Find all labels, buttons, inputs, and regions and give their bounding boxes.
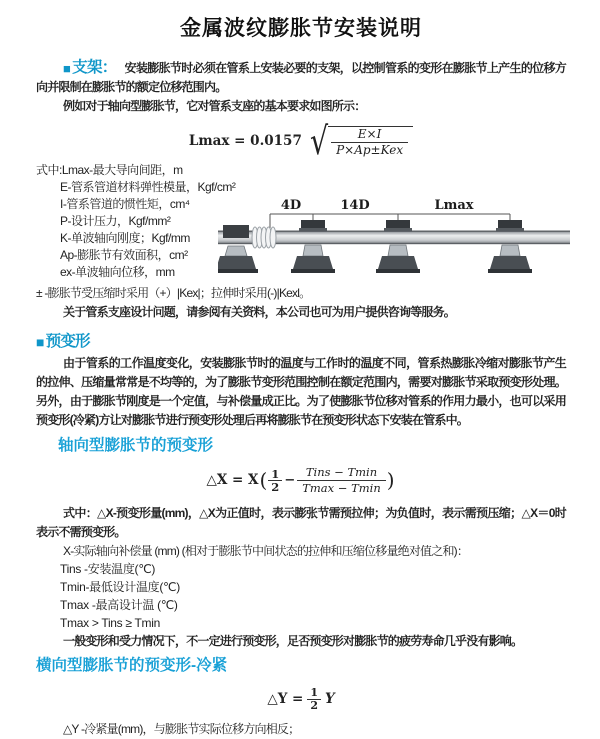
dim-label-lmax: Lmax xyxy=(434,198,474,213)
preform-heading-text: 预变形 xyxy=(45,333,90,350)
temp-line: Tins -安装温度(℃) xyxy=(60,562,156,576)
x-definition-line: X-实际轴向补偿量 (mm) (相对于膨胀节中间状态的拉伸和压缩位移量绝对值之和)： xyxy=(63,544,469,558)
half-fraction xyxy=(307,687,321,712)
definitions-and-diagram xyxy=(36,162,566,284)
axial-explanation: 式中：△X-预变形量(mm)，△X为正值时，表示膨张节需预拉伸；为负值时，表示需预压缩；△X＝0时表示不需预变形。 xyxy=(36,506,566,539)
definition-line: K-单波轴向刚度；Kgf/mm xyxy=(60,231,190,245)
guide-support xyxy=(291,220,335,273)
formula-rhs: Y xyxy=(325,691,335,707)
axial-subheading: 轴向型膨胀节的预变形 xyxy=(58,437,214,454)
temp-line: Tmax -最高设计温 (℃) xyxy=(60,598,178,612)
plus-minus-note: ± -膨胀节受压缩时采用（+）|Kex|；拉伸时采用(-)|Kexl。 xyxy=(36,286,311,300)
preform-section-heading xyxy=(36,332,566,352)
temperature-definitions xyxy=(36,560,566,632)
page-title: 金属波纹膨胀节安装说明 xyxy=(180,17,422,40)
section-square-icon: ■ xyxy=(63,61,71,76)
fraction-numerator: E×I xyxy=(357,126,382,141)
formula-lhs: △X = X xyxy=(206,472,259,488)
close-paren: ) xyxy=(386,468,395,492)
fraction-denominator: Tmax − Tmin xyxy=(297,480,386,495)
radicand xyxy=(328,126,413,157)
dim-label-14d: 14D xyxy=(340,198,370,213)
temp-line: Tmax > Tins ≥ Tmin xyxy=(60,616,160,630)
formula-lhs: Lmax = 0.0157 xyxy=(188,133,302,149)
lateral-subheading: 横向型膨胀节的预变形-冷紧 xyxy=(36,657,228,674)
definition-line: E-管系管道材料弹性模量，Kgf/cm² xyxy=(60,180,236,194)
fraction-numerator: 1 xyxy=(310,685,319,699)
fraction-denominator: 2 xyxy=(268,480,282,493)
definition-line: P-设计压力，Kgf/mm² xyxy=(60,214,171,228)
guide-support xyxy=(488,220,532,273)
definition-line: ex-单波轴向位移，mm xyxy=(60,265,175,279)
definition-line: Ap-膨胀节有效面积，cm² xyxy=(60,248,188,262)
fraction-denominator: P×Ap±Kex xyxy=(331,142,408,157)
lateral-preform-formula xyxy=(36,684,566,714)
dim-label-4d: 4D xyxy=(280,198,302,213)
guide-support xyxy=(376,220,420,273)
bellows xyxy=(252,227,276,248)
service-note: 关于管系支座设计问题，请参阅有关资料，本公司也可为用户提供咨询等服务。 xyxy=(63,305,456,319)
support-intro-paragraph xyxy=(36,58,566,97)
lmax-formula xyxy=(36,119,566,163)
preform-paragraph: 由于管系的工作温度变化，安装膨胀节时的温度与工作时的温度不同，管系热膨胀冷缩对膨胀节产生的拉伸、压缩量常常是不均等的，为了膨胀节变形范围控制在额定范围内，需要对膨胀节采取预变形处理。另外，由于膨胀节刚度是一个定值，与补偿量成正比。为了使膨胀节位移对管系的作用力最小，也可以采用预变形(冷紧)方让对膨胀节进行预变形处理后再将膨胀节在预变形状态下安装在管系中。 xyxy=(36,356,566,427)
minus-operator: − xyxy=(284,472,296,488)
section-square-icon: ■ xyxy=(36,334,44,350)
open-paren: ( xyxy=(259,468,268,492)
definition-line: I-管系管道的惯性矩，cm⁴ xyxy=(60,197,190,211)
support-intro-text: 安装膨胀节时必须在管系上安装必要的支架，以控制管系的变形在膨胀节上产生的位移方向并限制在膨胀节的额定位移范围内。 xyxy=(36,61,566,94)
fraction-denominator: 2 xyxy=(307,699,321,712)
axial-preform-formula xyxy=(36,462,566,498)
pipe-support-diagram xyxy=(218,194,570,286)
axial-note: 一般变形和受力情况下，不一定进行预变形，足否预变形对膨胀节的疲劳寿命几乎没有影响。 xyxy=(63,634,523,648)
half-fraction xyxy=(268,468,282,493)
lateral-note: △Y -冷紧量(mm)，与膨胀节实际位移方向相反； xyxy=(63,722,300,736)
sqrt-icon: √ xyxy=(309,119,329,163)
support-example-line: 例如对于轴向型膨胀节，它对管系支座的基本要求如图所示： xyxy=(63,99,366,113)
fraction-numerator: 1 xyxy=(271,466,280,481)
formula-lhs: △Y = xyxy=(267,691,304,707)
definition-line: 式中:Lmax-最大导向间距，m xyxy=(36,163,183,177)
support-section-heading: 支架： xyxy=(72,59,117,76)
temperature-fraction xyxy=(297,466,386,495)
fraction-numerator: Tins − Tmin xyxy=(305,464,378,479)
temp-line: Tmin-最低设计温度(℃) xyxy=(60,580,180,594)
fraction xyxy=(331,128,408,157)
